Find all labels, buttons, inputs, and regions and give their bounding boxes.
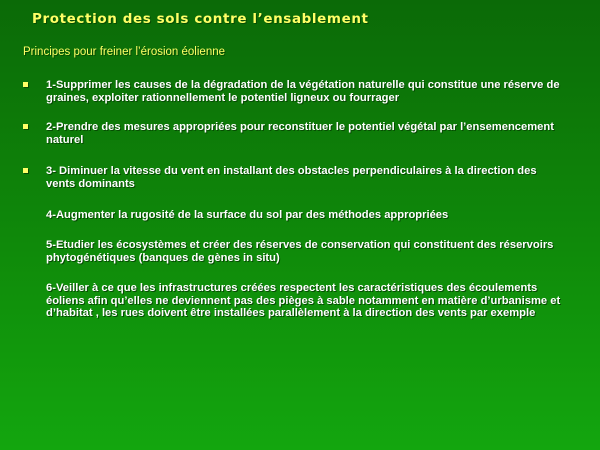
list-item: 1-Supprimer les causes de la dégradation de la végétation naturelle qui constitue une réserve de graines, exploiter rationnellement le potentiel ligneux ou fourrager: [46, 79, 560, 104]
bullet-icon: [23, 82, 28, 87]
slide-subtitle: Principes pour freiner l’érosion éolienne: [23, 46, 226, 58]
list-item: 2-Prendre des mesures appropriées pour reconstituer le potentiel végétal par l’ensemencement naturel: [46, 121, 554, 146]
bullet-icon: [23, 168, 28, 173]
list-item: 3- Diminuer la vitesse du vent en installant des obstacles perpendiculaires à la direction des vents dominants: [46, 165, 537, 190]
bullet-icon: [23, 124, 28, 129]
slide-title: Protection des sols contre l’ensablement: [32, 11, 369, 27]
list-item: 5-Etudier les écosystèmes et créer des réserves de conservation qui constituent des réservoirs phytogénétiques (banques de gènes in situ): [46, 239, 554, 264]
list-item: 4-Augmenter la rugosité de la surface du sol par des méthodes appropriées: [46, 209, 449, 221]
list-item: 6-Veiller à ce que les infrastructures créées respectent les caractéristiques des écoulements éoliens afin qu’elles ne deviennent pas des pièges à sable notamment en matière d’urbanisme et d’habitat , les rues doivent être installées parallèlement à la direction des vents par exemple: [46, 282, 561, 319]
